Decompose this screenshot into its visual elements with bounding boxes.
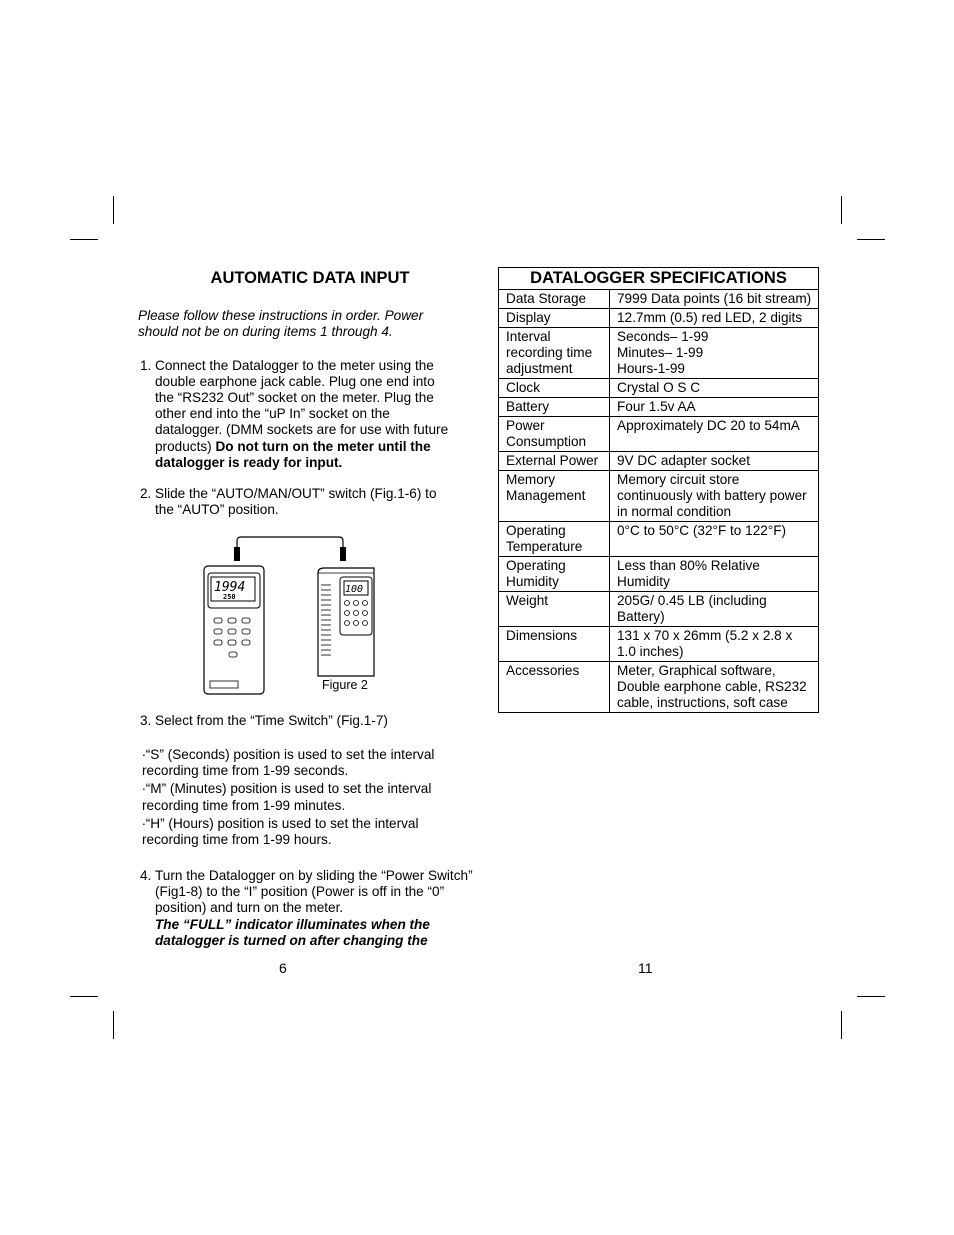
spec-table (498, 267, 819, 713)
spec-key: Operating Humidity (499, 557, 610, 592)
crop-mark (841, 196, 842, 224)
list-item: ∙“S” (Seconds) position is used to set the interval recording time from 1-99 seconds. (142, 747, 435, 779)
page-title: AUTOMATIC DATA INPUT (210, 269, 410, 287)
crop-mark (113, 1011, 114, 1039)
crop-mark (841, 1011, 842, 1039)
spec-value: Seconds– 1-99 Minutes– 1-99 Hours-1-99 (610, 328, 819, 379)
spec-key: Battery (499, 398, 610, 417)
table-row (499, 379, 819, 398)
spec-key: Display (499, 309, 610, 328)
crop-mark (70, 239, 98, 240)
table-row (499, 627, 819, 662)
spec-key: External Power (499, 452, 610, 471)
crop-mark (70, 996, 98, 997)
spec-key: Memory Management (499, 471, 610, 522)
spec-value: Approximately DC 20 to 54mA (610, 417, 819, 452)
spec-key: Data Storage (499, 290, 610, 309)
step-warning: Do not turn on the meter until the datalogger is ready for input. (155, 438, 431, 470)
spec-key: Weight (499, 592, 610, 627)
step-number: 4. (140, 868, 152, 883)
spec-key: Power Consumption (499, 417, 610, 452)
figure-meter-datalogger (196, 533, 386, 699)
spec-value: 131 x 70 x 26mm (5.2 x 2.8 x 1.0 inches) (610, 627, 819, 662)
spec-table-body (499, 290, 819, 713)
meter-display-subreading: 250 (223, 593, 236, 601)
step-text: Slide the “AUTO/MAN/OUT” switch (Fig.1-6) to the “AUTO” position. (155, 486, 437, 518)
intro-text: Please follow these instructions in order. Power should not be on during items 1 through 4. (138, 308, 424, 340)
table-row (499, 522, 819, 557)
step-text: Turn the Datalogger on by sliding the “Power Switch” (Fig1-8) to the “I” position (Power is off in the “0” position) and turn on the meter. (155, 868, 473, 916)
table-row (499, 290, 819, 309)
table-row (499, 452, 819, 471)
step-number: 3. (140, 713, 152, 728)
step-3 (138, 713, 473, 729)
bullet-list (138, 747, 456, 848)
spec-key: Clock (499, 379, 610, 398)
table-row (499, 328, 819, 379)
spec-value: Four 1.5v AA (610, 398, 819, 417)
spec-value: 9V DC adapter socket (610, 452, 819, 471)
spec-value: Memory circuit store continuously with battery power in normal condition (610, 471, 819, 522)
spec-value: 12.7mm (0.5) red LED, 2 digits (610, 309, 819, 328)
spec-value: 205G/ 0.45 LB (including Battery) (610, 592, 819, 627)
spec-key: Accessories (499, 662, 610, 713)
figure-caption: Figure 2 (322, 678, 368, 692)
page-number-right: 11 (638, 960, 653, 976)
spec-value: 0°C to 50°C (32°F to 122°F) (610, 522, 819, 557)
meter-display-reading: 1994 (214, 580, 246, 595)
list-item: ∙“H” (Hours) position is used to set the interval recording time from 1-99 hours. (142, 815, 419, 848)
list-item: ∙“M” (Minutes) position is used to set the interval recording time from 1-99 minutes. (142, 781, 432, 813)
crop-mark (857, 239, 885, 240)
spec-table-title: DATALOGGER SPECIFICATIONS (499, 268, 819, 290)
step-4 (138, 868, 473, 949)
spec-value: 7999 Data points (16 bit stream) (610, 290, 819, 309)
step-number: 1. (140, 357, 152, 373)
table-row (499, 398, 819, 417)
table-row (499, 557, 819, 592)
table-row (499, 417, 819, 452)
table-row (499, 592, 819, 627)
page-number-left: 6 (279, 960, 287, 976)
step-note: The “FULL” indicator illuminates when the datalogger is turned on after changing the (155, 916, 430, 948)
spec-value: Less than 80% Relative Humidity (610, 557, 819, 592)
step-1 (138, 358, 456, 471)
crop-mark (857, 996, 885, 997)
step-text: Select from the “Time Switch” (Fig.1-7) (155, 713, 388, 728)
table-row (499, 471, 819, 522)
spec-key: Dimensions (499, 627, 610, 662)
table-row (499, 309, 819, 328)
spec-value: Crystal O S C (610, 379, 819, 398)
table-row (499, 662, 819, 713)
datalogger-display: 100 (345, 584, 364, 595)
step-number: 2. (140, 486, 152, 502)
step-2 (138, 486, 456, 518)
spec-key: Operating Temperature (499, 522, 610, 557)
spec-value: Meter, Graphical software, Double earphone cable, RS232 cable, instructions, soft case (610, 662, 819, 713)
spec-key: Interval recording time adjustment (499, 328, 610, 379)
crop-mark (113, 196, 114, 224)
step-text: Connect the Datalogger to the meter using the double earphone jack cable. Plug one end into the “RS232 Out” socket on the meter. Plug the other end into the “uP In” socket on the datalogger. (DMM sockets are for use with future products) (155, 357, 449, 454)
